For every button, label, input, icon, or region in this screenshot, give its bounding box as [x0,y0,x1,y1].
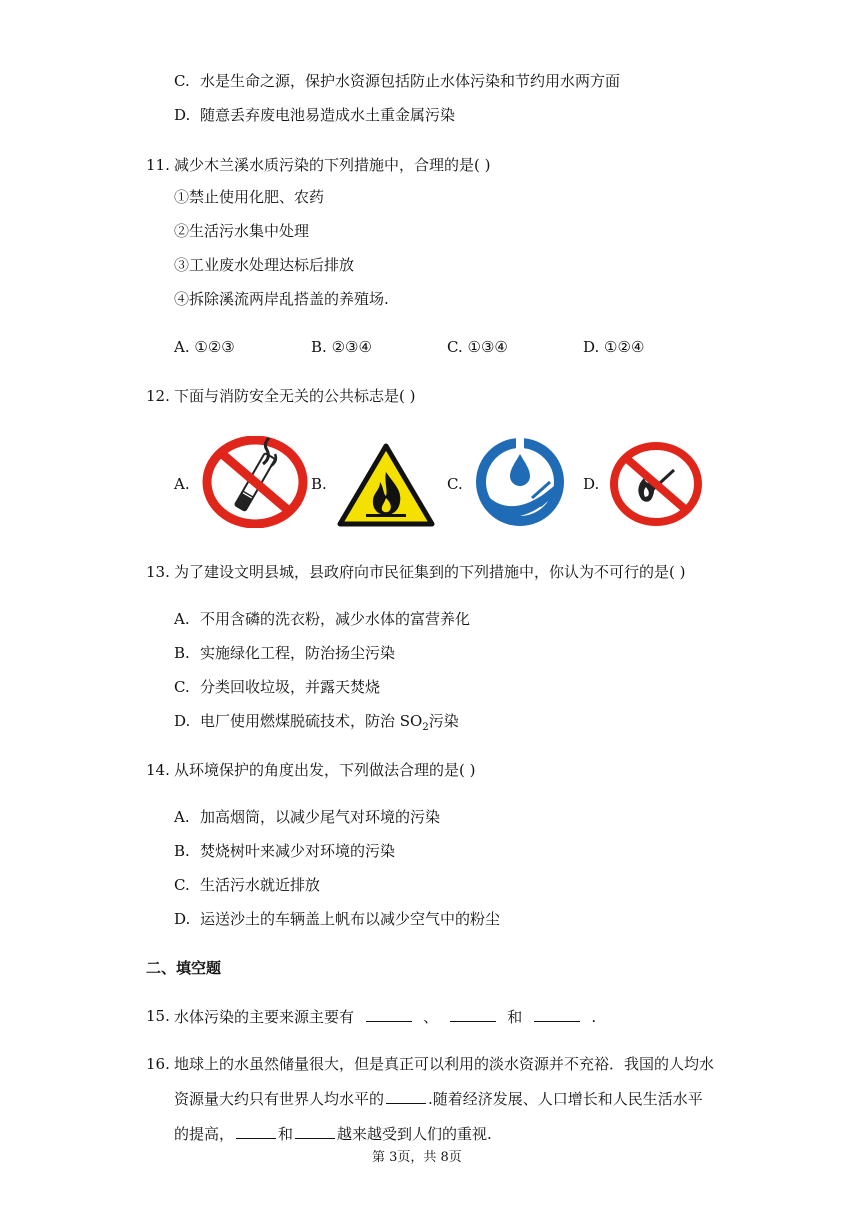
q11-item-1: ①禁止使用化肥、农药 [174,188,325,206]
no-smoking-sign-icon [201,436,309,528]
q10-option-d [174,105,455,125]
option-text: 不用含磷的洗衣粉，减少水体的富营养化 [200,610,471,628]
q16-line-3 [174,1123,492,1144]
q16-text: 资源量大约只有世界人均水平的 [174,1090,385,1108]
q12-option-d-letter: D. [583,475,600,493]
page-footer: 第 3页，共 8页 [372,1150,462,1165]
q12-stem: 下面与消防安全无关的公共标志是( ) [174,387,416,405]
answer-blank-2[interactable] [450,1006,496,1022]
q12-number: 12. [146,387,170,405]
subscript: 2 [422,722,429,733]
section-title: 二、填空题 [146,959,222,977]
q14-option-b [174,841,395,861]
q12-option-c-letter: C. [447,475,463,493]
option-text: 焚烧树叶来减少对环境的污染 [200,842,396,860]
q11-option-a [174,337,235,357]
option-letter: B. [174,644,190,662]
q14-option-c [174,875,320,895]
option-letter: C. [174,72,190,90]
option-letter: D. [174,106,191,124]
answer-blank-3[interactable] [534,1006,580,1022]
q13-option-a [174,609,470,629]
option-text: 电厂使用燃煤脱硫技术，防治 SO [200,712,423,730]
end-mark: . [591,1008,597,1026]
q15-line [174,1006,596,1027]
q11-item-4: ④拆除溪流两岸乱搭盖的养殖场. [174,290,389,308]
separator: 、 [423,1008,439,1026]
option-text: 加高烟筒，以减少尾气对环境的污染 [200,808,441,826]
q16-line-1: 地球上的水虽然储量很大，但是真正可以利用的淡水资源并不充裕．我国的人均水 [174,1055,715,1073]
q16-text: .随着经济发展、人口增长和人民生活水平 [428,1090,703,1108]
option-text: 生活污水就近排放 [200,876,321,894]
option-letter: D. [174,712,191,730]
option-letter: D. [583,338,600,356]
q13-option-b [174,643,395,663]
q11-option-d [583,337,644,357]
answer-blank-3[interactable] [295,1123,335,1139]
option-letter: C. [174,678,190,696]
option-letter: B. [174,842,190,860]
q11-number: 11. [146,156,170,174]
option-text: 随意丢弃废电池易造成水土重金属污染 [200,106,456,124]
q14-stem: 从环境保护的角度出发，下列做法合理的是( ) [174,761,476,779]
q11-item-3: ③工业废水处理达标后排放 [174,256,355,274]
q13-number: 13. [146,563,170,581]
no-open-flame-sign-icon [608,440,704,528]
q15-text: 水体污染的主要来源主要有 [174,1008,355,1026]
q13-option-c [174,677,380,697]
q12-option-a-letter: A. [174,475,190,493]
option-text-tail: 污染 [428,712,459,730]
q11-option-b [311,337,372,357]
option-letter: C. [447,338,463,356]
option-letter: A. [174,610,190,628]
option-text: ①③④ [467,338,508,356]
q14-number: 14. [146,761,170,779]
water-saving-sign-icon [472,436,568,528]
q16-line-2 [174,1088,703,1109]
q12-option-b-letter: B. [311,475,327,493]
option-text: 分类回收垃圾，并露天焚烧 [200,678,381,696]
q14-option-d [174,909,500,929]
q11-item-2: ②生活污水集中处理 [174,222,310,240]
q15-number: 15. [146,1007,170,1025]
option-letter: D. [174,910,191,928]
option-letter: B. [311,338,327,356]
separator: 和 [507,1008,523,1026]
q16-text: 越来越受到人们的重视. [337,1125,492,1143]
answer-blank-2[interactable] [236,1123,276,1139]
option-text: ②③④ [331,338,372,356]
q14-option-a [174,807,440,827]
option-text: ①②④ [604,338,645,356]
q13-stem: 为了建设文明县城，县政府向市民征集到的下列措施中，你认为不可行的是( ) [174,563,686,581]
q16-text: 的提高， [174,1125,235,1143]
option-text: ①②③ [194,338,235,356]
option-letter: A. [174,808,190,826]
option-text: 运送沙土的车辆盖上帆布以减少空气中的粉尘 [200,910,501,928]
option-letter: C. [174,876,190,894]
answer-blank-1[interactable] [386,1088,426,1104]
q10-option-c [174,71,620,91]
q11-stem: 减少木兰溪水质污染的下列措施中，合理的是( ) [174,156,491,174]
option-text: 水是生命之源，保护水资源包括防止水体污染和节约用水两方面 [200,72,621,90]
q16-text: 和 [278,1125,294,1143]
q16-number: 16. [146,1055,170,1073]
flammable-warning-sign-icon [336,442,436,528]
answer-blank-1[interactable] [366,1006,412,1022]
option-text: 实施绿化工程，防治扬尘污染 [200,644,396,662]
q13-option-d [174,711,459,738]
q11-option-c [447,337,508,357]
option-letter: A. [174,338,190,356]
